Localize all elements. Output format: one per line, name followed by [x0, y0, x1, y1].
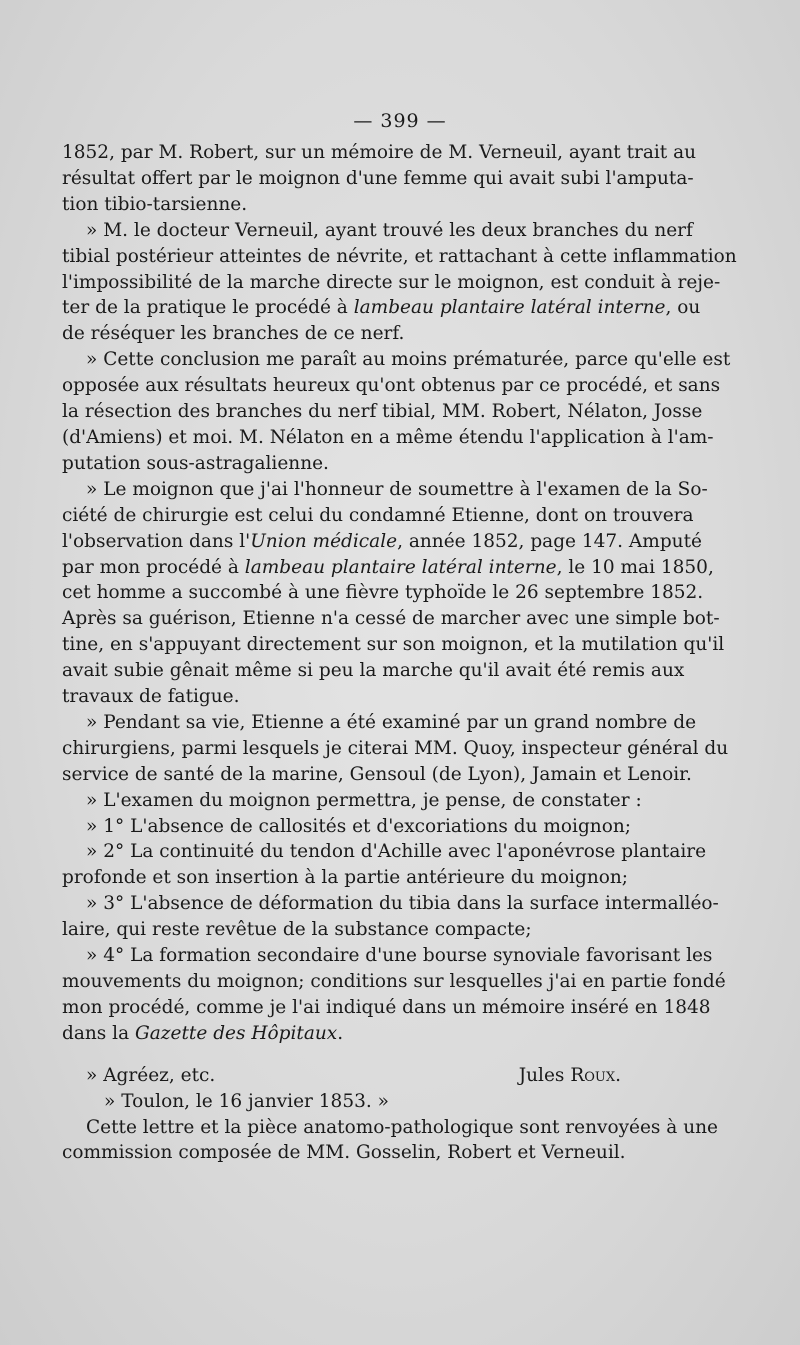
paragraph-3 — [62, 347, 731, 477]
text-line: » L'examen du moignon permettra, je pense, de constater : — [86, 789, 642, 811]
paragraph-6 — [62, 788, 676, 814]
text-line: tibial postérieur atteintes de névrite, et rattachant à cette inflammation — [62, 245, 737, 267]
paragraph-2 — [62, 218, 737, 348]
text-line: » 4° La formation secondaire d'une bourse synoviale favorisant les — [86, 945, 713, 967]
text-line: mon procédé, comme je l'ai indiqué dans un mémoire inséré en 1848 — [62, 996, 711, 1018]
paragraph-7 — [62, 814, 676, 840]
text-line: opposée aux résultats heureux qu'ont obtenus par ce procédé, et sans — [62, 375, 721, 397]
signature — [519, 1063, 621, 1089]
paragraph-5 — [62, 710, 729, 788]
signature-last-name: Roux. — [570, 1064, 621, 1086]
text-line: 1852, par M. Robert, sur un mémoire de M. Verneuil, ayant trait au — [62, 142, 697, 163]
text-run: , année 1852, page 147. Amputé — [397, 530, 702, 552]
paragraph-9 — [62, 891, 719, 943]
text-line: » M. le docteur Verneuil, ayant trouvé les deux branches du nerf — [86, 219, 693, 241]
text-line — [62, 555, 714, 581]
text-line — [62, 295, 701, 321]
text-run: , le 10 mai 1850, — [556, 556, 714, 578]
text-line: la résection des branches du nerf tibial, MM. Robert, Nélaton, Josse — [62, 401, 703, 423]
text-line: » 3° L'absence de déformation du tibia dans la surface intermalléo- — [86, 893, 719, 915]
salutation: » Agréez, etc. — [86, 1064, 216, 1086]
text-line: avait subie gênait même si peu la marche qu'il avait été remis aux — [62, 660, 685, 682]
paragraph-1 — [62, 140, 697, 218]
text-line: commission composée de MM. Gosselin, Robert et Verneuil. — [62, 1142, 626, 1164]
text-run: dans la — [62, 1022, 135, 1044]
text-line — [62, 1021, 676, 1047]
closing-paragraph — [62, 1115, 718, 1167]
text-line: service de santé de la marine, Gensoul (de Lyon), Jamain et Lenoir. — [62, 763, 692, 785]
text-line: putation sous-astragalienne. — [62, 452, 329, 474]
text-line: » Le moignon que j'ai l'honneur de soumettre à l'examen de la So- — [86, 478, 708, 500]
text-line: profonde et son insertion à la partie antérieure du moignon; — [62, 867, 629, 889]
text-line: cet homme a succombé à une fièvre typhoïde le 26 septembre 1852. — [62, 582, 704, 604]
text-line: » 1° L'absence de callosités et d'excoriations du moignon; — [86, 815, 632, 837]
text-line: Après sa guérison, Etienne n'a cessé de marcher avec une simple bot- — [62, 608, 720, 630]
text-line: résultat offert par le moignon d'une femme qui avait subi l'amputa- — [62, 167, 694, 189]
paragraph-8 — [62, 839, 707, 891]
italic-term: lambeau plantaire latéral interne — [244, 556, 557, 578]
text-run: par mon procédé à — [62, 556, 245, 578]
body-text — [62, 140, 737, 1166]
text-line: » Pendant sa vie, Etienne a été examiné par un grand nombre de — [86, 711, 697, 733]
text-line: tion tibio-tarsienne. — [62, 193, 248, 215]
text-run: ter de la pratique le procédé à — [62, 297, 354, 319]
text-line: tine, en s'appuyant directement sur son moignon, et la mutilation qu'il — [62, 634, 725, 656]
page-number: — 399 — — [353, 110, 447, 132]
text-line: » Cette conclusion me paraît au moins prématurée, parce qu'elle est — [86, 349, 731, 371]
text-run: l'observation dans l' — [62, 530, 251, 552]
text-line: » 2° La continuité du tendon d'Achille avec l'aponévrose plantaire — [86, 841, 707, 863]
text-line — [62, 529, 702, 555]
text-line: mouvements du moignon; conditions sur lesquelles j'ai en partie fondé — [62, 971, 726, 992]
paragraph-10 — [62, 943, 726, 1047]
signature-line — [62, 1063, 676, 1089]
text-line: de réséquer les branches de ce nerf. — [62, 323, 405, 345]
italic-journal-title: Union médicale — [250, 530, 398, 552]
italic-journal-title: Gazette des Hôpitaux — [135, 1022, 338, 1044]
date-line: » Toulon, le 16 janvier 1853. » — [104, 1090, 389, 1112]
signature-first-name: Jules — [518, 1064, 565, 1086]
text-line: laire, qui reste revêtue de la substance compacte; — [62, 919, 532, 941]
text-line: l'impossibilité de la marche directe sur le moignon, est conduit à reje- — [62, 271, 721, 293]
text-line: travaux de fatigue. — [62, 686, 240, 708]
text-line: (d'Amiens) et moi. M. Nélaton en a même étendu l'application à l'am- — [62, 426, 714, 448]
text-run: , ou — [665, 297, 701, 319]
text-line: chirurgiens, parmi lesquels je citerai MM. Quoy, inspecteur général du — [62, 737, 729, 759]
italic-term: lambeau plantaire latéral interne — [353, 297, 666, 319]
text-line: Cette lettre et la pièce anatomo-pathologique sont renvoyées à une — [86, 1116, 718, 1138]
paragraph-4 — [62, 477, 725, 710]
text-run: . — [337, 1022, 344, 1044]
text-line: ciété de chirurgie est celui du condamné Etienne, dont on trouvera — [62, 504, 694, 526]
